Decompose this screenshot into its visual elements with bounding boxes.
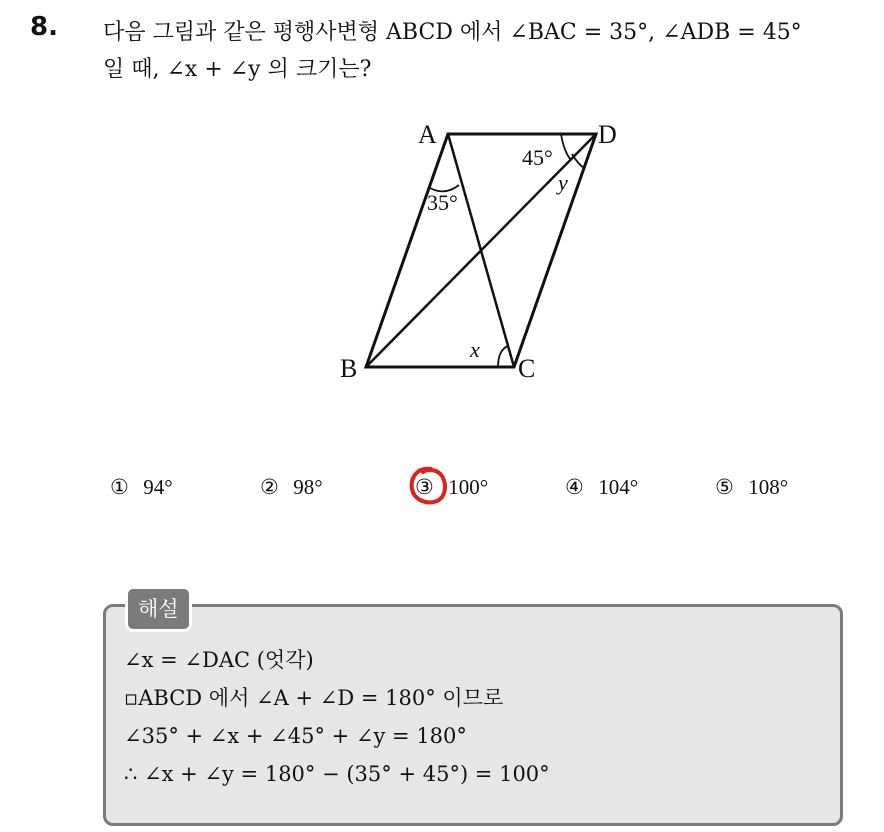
choice-4-number: ④ xyxy=(565,475,584,499)
choice-2-number: ② xyxy=(260,475,279,499)
diagonal-bd xyxy=(366,134,596,367)
solution-line-4: ∴ ∠x + ∠y = 180° − (35° + 45°) = 100° xyxy=(124,762,550,786)
solution-line-1: ∠x = ∠DAC (엇각) xyxy=(124,648,314,672)
arc-y xyxy=(572,154,584,168)
vertex-a-label: A xyxy=(418,120,437,149)
answer-choices xyxy=(110,470,870,510)
choice-4[interactable] xyxy=(565,470,638,504)
choice-5[interactable] xyxy=(715,470,788,504)
solution-lines xyxy=(124,641,550,793)
question-line-1: 다음 그림과 같은 평행사변형 ABCD 에서 ∠BAC = 35°, ∠ADB = 45° xyxy=(103,20,802,45)
arc-x xyxy=(498,346,508,367)
question-number: 8. xyxy=(30,12,58,42)
choice-2-value: 98° xyxy=(293,475,323,499)
vertex-b-label: B xyxy=(340,354,358,383)
choice-5-value: 108° xyxy=(748,475,789,499)
question-line-2: 일 때, ∠x + ∠y 의 크기는? xyxy=(103,57,372,82)
angle-y-label: y xyxy=(558,170,568,195)
vertex-d-label: D xyxy=(598,120,617,149)
choice-5-number: ⑤ xyxy=(715,475,734,499)
parallelogram-diagram xyxy=(300,110,640,400)
solution-line-3: ∠35° + ∠x + ∠45° + ∠y = 180° xyxy=(124,724,467,748)
angle-x-label: x xyxy=(470,337,480,362)
choice-3-number: ③ xyxy=(415,475,434,499)
choice-1-number: ① xyxy=(110,475,129,499)
angle-adb-label: 45° xyxy=(522,145,553,170)
choice-4-value: 104° xyxy=(598,475,639,499)
choice-1[interactable] xyxy=(110,470,173,504)
solution-line-2: ▫ABCD 에서 ∠A + ∠D = 180° 이므로 xyxy=(124,686,504,710)
vertex-c-label: C xyxy=(518,354,536,383)
answer-circle-mark xyxy=(407,464,449,508)
solution-tab: 해설 xyxy=(125,586,192,632)
choice-3-value: 100° xyxy=(448,475,489,499)
question-text xyxy=(103,14,873,88)
angle-bac-label: 35° xyxy=(427,190,458,215)
choice-2[interactable] xyxy=(260,470,323,504)
parallelogram-figure xyxy=(300,110,640,400)
choice-1-value: 94° xyxy=(143,475,173,499)
arc-adb xyxy=(561,134,571,160)
